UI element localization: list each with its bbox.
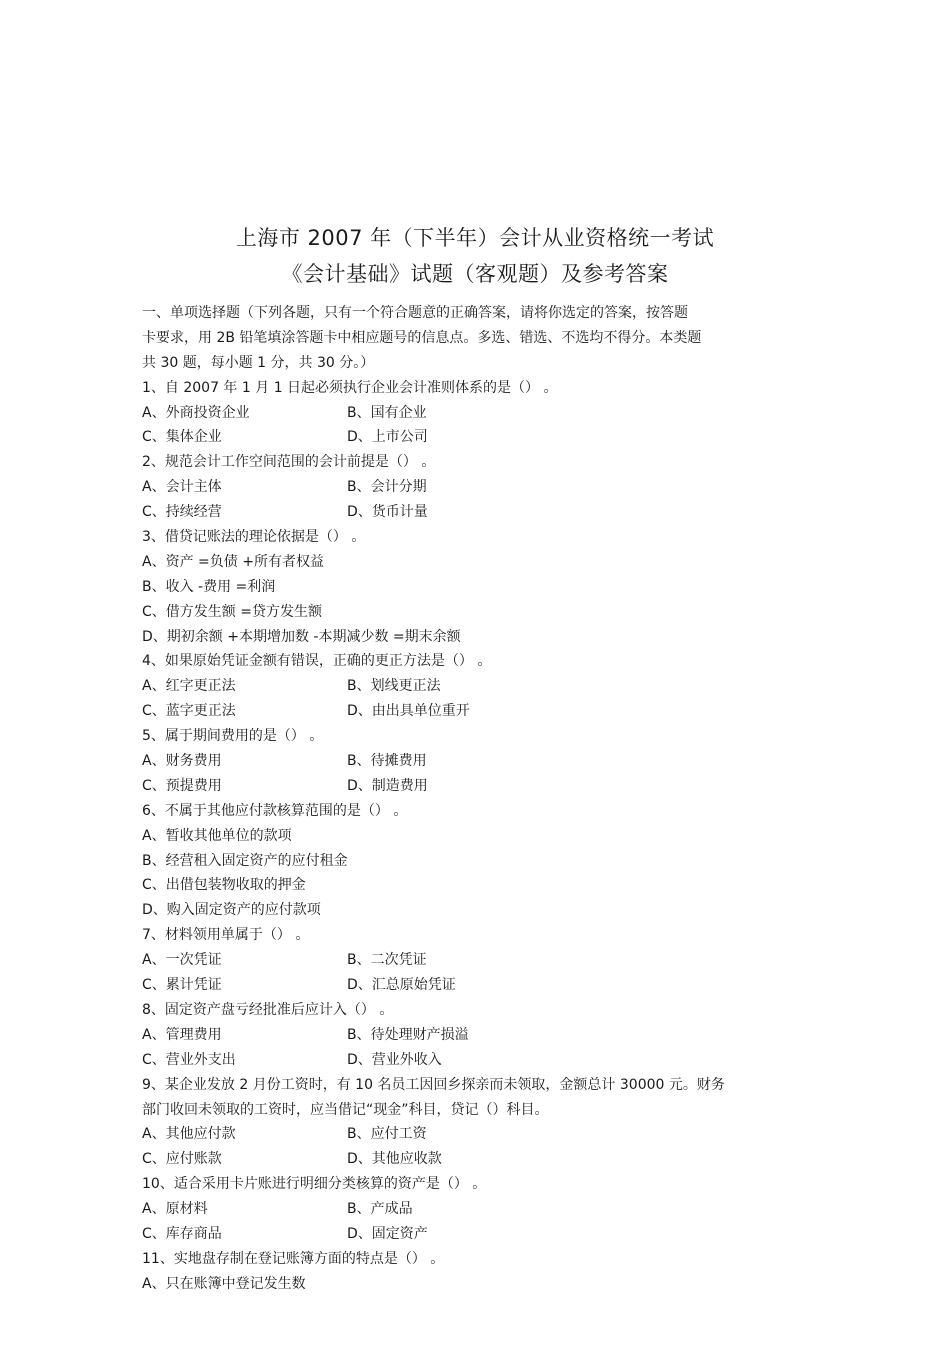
answer-option: A、会计主体: [142, 479, 222, 496]
answer-option: C、借方发生额 =贷方发生额: [142, 603, 322, 620]
question-stem: 7、材料领用单属于（） 。: [142, 927, 310, 944]
answer-option: B、产成品: [347, 1201, 413, 1218]
option-row: [142, 401, 822, 426]
answer-option: B、划线更正法: [347, 678, 441, 695]
answer-option: C、应付账款: [142, 1151, 222, 1168]
question-stem: 11、实地盘存制在登记账簿方面的特点是（） 。: [142, 1250, 445, 1267]
question-block: [142, 998, 822, 1073]
option-row: [142, 774, 822, 799]
question-stem: 2、规范会计工作空间范围的会计前提是（） 。: [142, 454, 436, 471]
question-block: [142, 450, 822, 525]
question-block: [142, 649, 822, 724]
question-stem: 9、某企业发放 2 月份工资时，有 10 名员工因回乡探亲而未领取，金额总计 30000 元。财务: [142, 1076, 725, 1093]
answer-option: C、出借包装物收取的押金: [142, 877, 306, 894]
question-list: [142, 376, 822, 1297]
answer-option: C、集体企业: [142, 429, 222, 446]
question-block: [142, 923, 822, 998]
document-title-line-2: 《会计基础》试题（客观题）及参考答案: [281, 262, 669, 286]
intro-line: 卡要求，用 2B 铅笔填涂答题卡中相应题号的信息点。多选、错选、不选均不得分。本类题: [142, 329, 702, 346]
question-stem: 10、适合采用卡片账进行明细分类核算的资产是（） 。: [142, 1176, 487, 1193]
option-row: [142, 1147, 822, 1172]
answer-option: D、货币计量: [347, 504, 428, 521]
option-row: [142, 1023, 822, 1048]
question-stem: 3、借贷记账法的理论依据是（） 。: [142, 529, 366, 546]
answer-option: A、其他应付款: [142, 1126, 236, 1143]
answer-option: C、累计凭证: [142, 977, 222, 994]
option-row: [142, 873, 822, 898]
option-row: [142, 625, 822, 650]
answer-option: D、由出具单位重开: [347, 703, 470, 720]
answer-option: B、会计分期: [347, 479, 427, 496]
answer-option: D、固定资产: [347, 1225, 428, 1242]
question-stem: 部门收回未领取的工资时，应当借记“现金”科目，贷记（）科目。: [142, 1101, 549, 1118]
question-block: [142, 1172, 822, 1247]
answer-option: A、红字更正法: [142, 678, 236, 695]
answer-option: B、经营租入固定资产的应付租金: [142, 852, 348, 869]
section-intro: [142, 301, 822, 376]
answer-option: C、持续经营: [142, 504, 222, 521]
option-row: [142, 550, 822, 575]
answer-option: B、收入 -费用 =利润: [142, 578, 276, 595]
option-row: [142, 749, 822, 774]
answer-option: D、营业外收入: [347, 1051, 442, 1068]
answer-option: A、只在账簿中登记发生数: [142, 1275, 306, 1292]
answer-option: D、期初余额 +本期增加数 -本期减少数 =期末余额: [142, 628, 461, 645]
answer-option: D、其他应收款: [347, 1151, 442, 1168]
answer-option: D、制造费用: [347, 777, 428, 794]
question-block: [142, 525, 822, 649]
option-row: [142, 575, 822, 600]
answer-option: C、蓝字更正法: [142, 703, 236, 720]
option-row: [142, 1048, 822, 1073]
answer-option: A、外商投资企业: [142, 404, 250, 421]
exam-body: [142, 301, 822, 1297]
answer-option: A、资产 =负债 +所有者权益: [142, 553, 324, 570]
answer-option: B、应付工资: [347, 1126, 427, 1143]
answer-option: C、库存商品: [142, 1225, 222, 1242]
answer-option: D、购入固定资产的应付款项: [142, 902, 321, 919]
document-title-line-1: 上海市 2007 年（下半年）会计从业资格统一考试: [235, 226, 715, 250]
option-row: [142, 600, 822, 625]
answer-option: A、暂收其他单位的款项: [142, 827, 292, 844]
answer-option: B、待摊费用: [347, 753, 427, 770]
answer-option: B、待处理财产损溢: [347, 1026, 469, 1043]
option-row: [142, 849, 822, 874]
question-block: [142, 799, 822, 923]
question-block: [142, 724, 822, 799]
answer-option: A、原材料: [142, 1201, 208, 1218]
option-row: [142, 425, 822, 450]
answer-option: D、上市公司: [347, 429, 428, 446]
answer-option: B、二次凭证: [347, 952, 427, 969]
option-row: [142, 1122, 822, 1147]
option-row: [142, 948, 822, 973]
question-stem: 4、如果原始凭证金额有错误，正确的更正方法是（） 。: [142, 653, 492, 670]
answer-option: A、财务费用: [142, 753, 222, 770]
intro-line: 共 30 题，每小题 1 分，共 30 分。）: [142, 354, 375, 371]
answer-option: A、管理费用: [142, 1026, 222, 1043]
answer-option: C、营业外支出: [142, 1051, 236, 1068]
option-row: [142, 500, 822, 525]
option-row: [142, 674, 822, 699]
option-row: [142, 973, 822, 998]
question-stem: 1、自 2007 年 1 月 1 日起必须执行企业会计准则体系的是（） 。: [142, 379, 558, 396]
intro-line: 一、单项选择题（下列各题，只有一个符合题意的正确答案，请将你选定的答案，按答题: [142, 305, 688, 321]
question-block: [142, 376, 822, 451]
question-stem: 6、不属于其他应付款核算范围的是（） 。: [142, 802, 408, 819]
question-stem: 8、固定资产盘亏经批准后应计入（） 。: [142, 1001, 394, 1018]
option-row: [142, 898, 822, 923]
option-row: [142, 824, 822, 849]
answer-option: D、汇总原始凭证: [347, 977, 456, 994]
answer-option: A、一次凭证: [142, 952, 222, 969]
option-row: [142, 1222, 822, 1247]
answer-option: B、国有企业: [347, 404, 427, 421]
answer-option: C、预提费用: [142, 777, 222, 794]
question-block: [142, 1247, 822, 1297]
option-row: [142, 1197, 822, 1222]
question-block: [142, 1073, 822, 1173]
question-stem: 5、属于期间费用的是（） 。: [142, 728, 324, 745]
option-row: [142, 475, 822, 500]
option-row: [142, 1272, 822, 1297]
option-row: [142, 699, 822, 724]
